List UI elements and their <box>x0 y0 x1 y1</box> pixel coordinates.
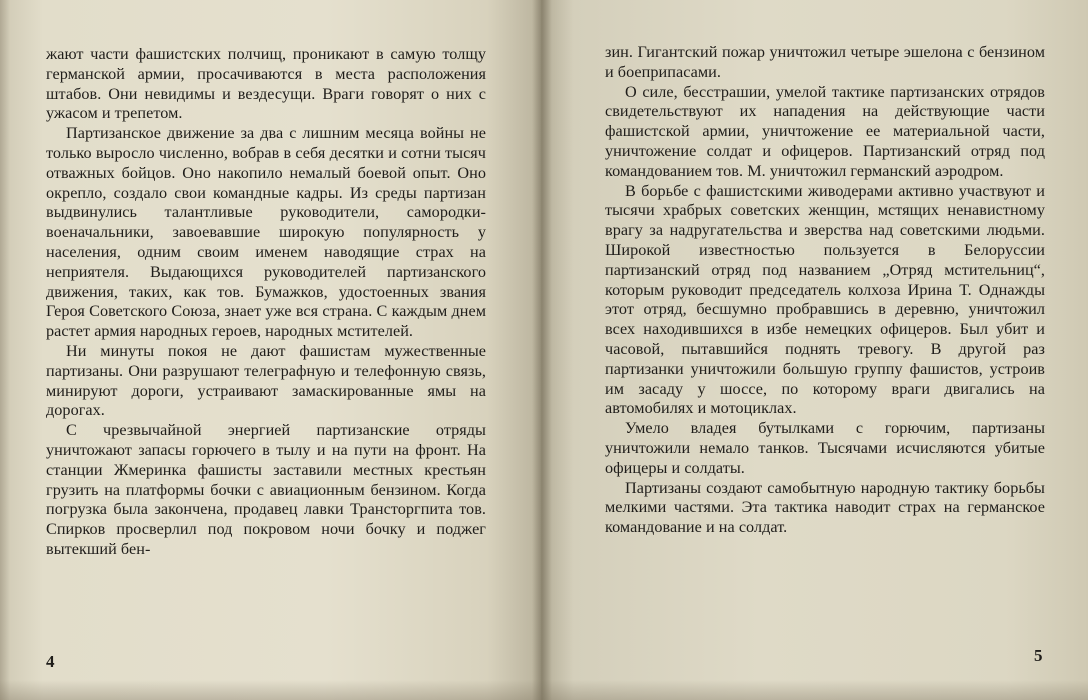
paragraph: Умело владея бутылками с горючим, партизаны уничтожили немало танков. Тысячами исчисляются убитые офицеры и солдаты. <box>605 419 1045 477</box>
page-edge-shadow <box>0 0 10 700</box>
paragraph: зин. Гигантский пожар уничтожил четыре эшелона с бензином и боеприпасами. <box>605 43 1045 81</box>
paragraph: В борьбе с фашистскими живодерами активно участвуют и тысячи храбрых советских женщин, мстящих ненавистному врагу за надругательства и зверства над советскими людьми. Широкой известностью пользуется в Белоруссии партизанский отряд под названием „Отряд мстительниц“, которым руководит председатель колхоза Ирина Т. Однажды этот отряд, бесшумно пробравшись в деревню, уничтожил всех находившихся в избе немецких офицеров. Был убит и часовой, пытавшийся поднять тревогу. В другой раз партизанки уничтожили большую группу фашистов, устроив им засаду у шоссе, по которому враги двигались на автомобилях и мотоциклах. <box>605 181 1045 418</box>
paragraph: Партизаны создают самобытную народную тактику борьбы мелкими частями. Эта тактика наводит страх на германское командование и на солдат. <box>605 478 1045 537</box>
page-bottom-shadow <box>0 680 1088 700</box>
paragraph: О силе, бесстрашии, умелой тактике партизанских отрядов свидетельствуют их нападения на действующие части фашистской армии, уничтожение ее материальной части, уничтожение солдат и офицеров. Партизанский отряд под командованием тов. М. уничтожил германский аэродром. <box>605 82 1045 180</box>
right-page-text <box>605 43 1045 538</box>
paragraph: С чрезвычайной энергией партизанские отряды уничтожают запасы горючего в тылу и на пути на фронт. На станции Жмеринка фашисты заставили местных крестьян грузить на платформы бочки с авиационным бензином. Когда погрузка была закончена, продавец лавки Трансторгпита тов. Спирков просверлил под покровом ночи бочку и поджег вытекший бен- <box>46 421 486 558</box>
book-gutter <box>532 0 552 700</box>
page-number-left: 4 <box>46 652 55 671</box>
paragraph: Партизанское движение за два с лишним месяца войны не только выросло численно, вобрав в себя десятки и сотни тысяч отважных бойцов. Оно накопило немалый боевой опыт. Оно окрепло, создало свои командные кадры. Из среды партизан выдвинулись талантливые руководители, самородки-военачальники, завоевавшие широкую популярность у населения, одним своим именем наводящие страх на неприятеля. Выдающихся руководителей партизанского движения, таких, как тов. Бумажков, удостоенных звания Героя Советского Союза, знает уже вся страна. С каждым днем растет армия народных героев, народных мстителей. <box>46 124 486 341</box>
paragraph: жают части фашистских полчищ, проникают в самую толщу германской армии, просачиваются в места расположения штабов. Они невидимы и вездесущи. Враги говорят о них с ужасом и трепетом. <box>46 45 486 123</box>
paragraph: Ни минуты покоя не дают фашистам мужественные партизаны. Они разрушают телеграфную и телефонную связь, минируют дороги, устраивают замаскированные ямы на дорогах. <box>46 341 486 420</box>
page-number-right: 5 <box>1034 646 1043 665</box>
left-page-text <box>46 45 486 560</box>
